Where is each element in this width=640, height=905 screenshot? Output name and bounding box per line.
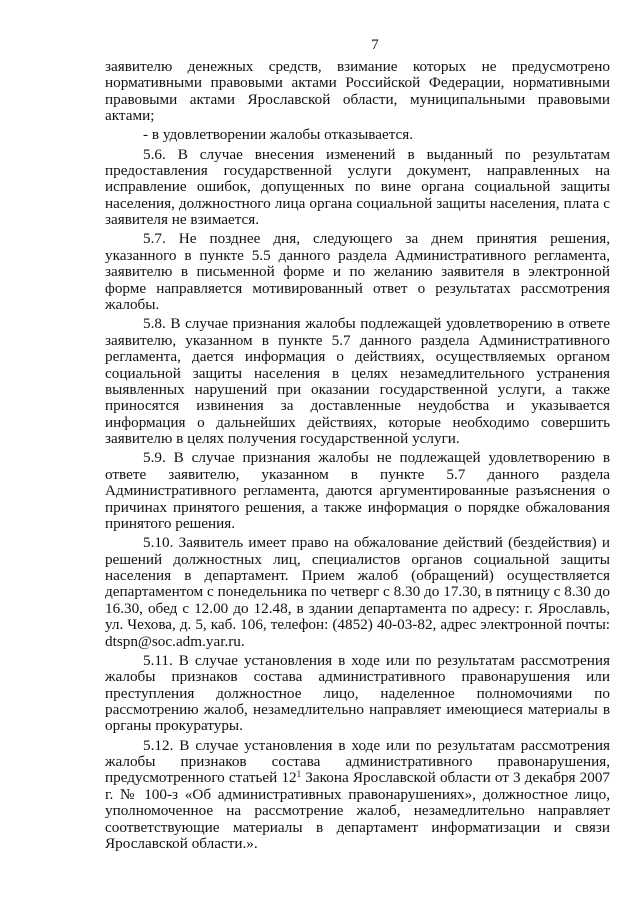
paragraph-continuation: заявителю денежных средств, взимание которых не предусмотрено нормативными правовыми актами Российской Федерации, нормативными правовыми актами Ярославской области, муниципальными правовыми актами;: [105, 58, 610, 125]
article-superscript: 1: [296, 769, 302, 780]
page-number: 7: [371, 37, 379, 53]
paragraph-5-10: 5.10. Заявитель имеет право на обжалование действий (бездействия) и решений должностных лиц, специалистов органов социальной защиты населения в департамент. Прием жалоб (обращений) осуществляется департаментом с понедельника по четверг с 8.30 до 17.30, в пятницу с 8.30 до 16.30, обед с 12.00 до 12.48, в здании департамента по адресу: г. Ярославль, ул. Чехова, д. 5, каб. 106, телефон: (4852) 40-03-82, адрес электронной почты: dtspn@soc.adm.yar.ru.: [105, 534, 610, 650]
paragraph-5-12: [105, 738, 610, 853]
paragraph-refusal: - в удовлетворении жалобы отказывается.: [143, 126, 414, 144]
paragraph-5-12-text-after: Закона Ярославской области от 3 декабря 2007 г. № 100-з «Об административных правонарушениях», должностное лицо, уполномоченное на рассмотрение жалоб, незамедлительно направляет соответствующие материалы в департамент информатизации и связи Ярославской области.».: [105, 769, 611, 853]
paragraph-5-11: 5.11. В случае установления в ходе или по результатам рассмотрения жалобы признаков состава административного правонарушения или преступления должностное лицо, наделенное полномочиями по рассмотрению жалоб, незамедлительно направляет имеющиеся материалы в органы прокуратуры.: [105, 651, 610, 735]
document-body: [105, 59, 610, 852]
paragraph-5-7: 5.7. Не позднее дня, следующего за днем принятия решения, указанного в пункте 5.5 данного раздела Административного регламента, заявителю в письменной форме и по желанию заявителя в электронной форме направляется мотивированный ответ о результатах рассмотрения жалобы.: [105, 230, 610, 314]
paragraph-5-6: 5.6. В случае внесения изменений в выданный по результатам предоставления государственной услуги документ, направленных на исправление ошибок, допущенных по вине органа социальной защиты населения, должностного лица органа социальной защиты населения, плата с заявителя не взимается.: [105, 145, 610, 229]
paragraph-5-9: 5.9. В случае признания жалобы не подлежащей удовлетворению в ответе заявителю, указанном в пункте 5.7 данного раздела Административного регламента, даются аргументированные разъяснения о причинах принятого решения, а также информация о порядке обжалования принятого решения.: [105, 449, 610, 532]
paragraph-5-12-text-before: 5.12. В случае установления в ходе или по результатам рассмотрения жалобы признаков состава административного правонарушения, предусмотренного статьей 12: [105, 736, 610, 787]
paragraph-5-8: 5.8. В случае признания жалобы подлежащей удовлетворению в ответе заявителю, указанном в пункте 5.7 данного раздела Административного регламента, дается информация о действиях, осуществляемых органом социальной защиты населения в целях незамедлительного устранения выявленных нарушений при оказании государственной услуги, а также приносятся извинения за доставленные неудобства и указывается информация о дальнейших действиях, которые необходимо совершить заявителю в целях получения государственной услуги.: [105, 315, 610, 448]
